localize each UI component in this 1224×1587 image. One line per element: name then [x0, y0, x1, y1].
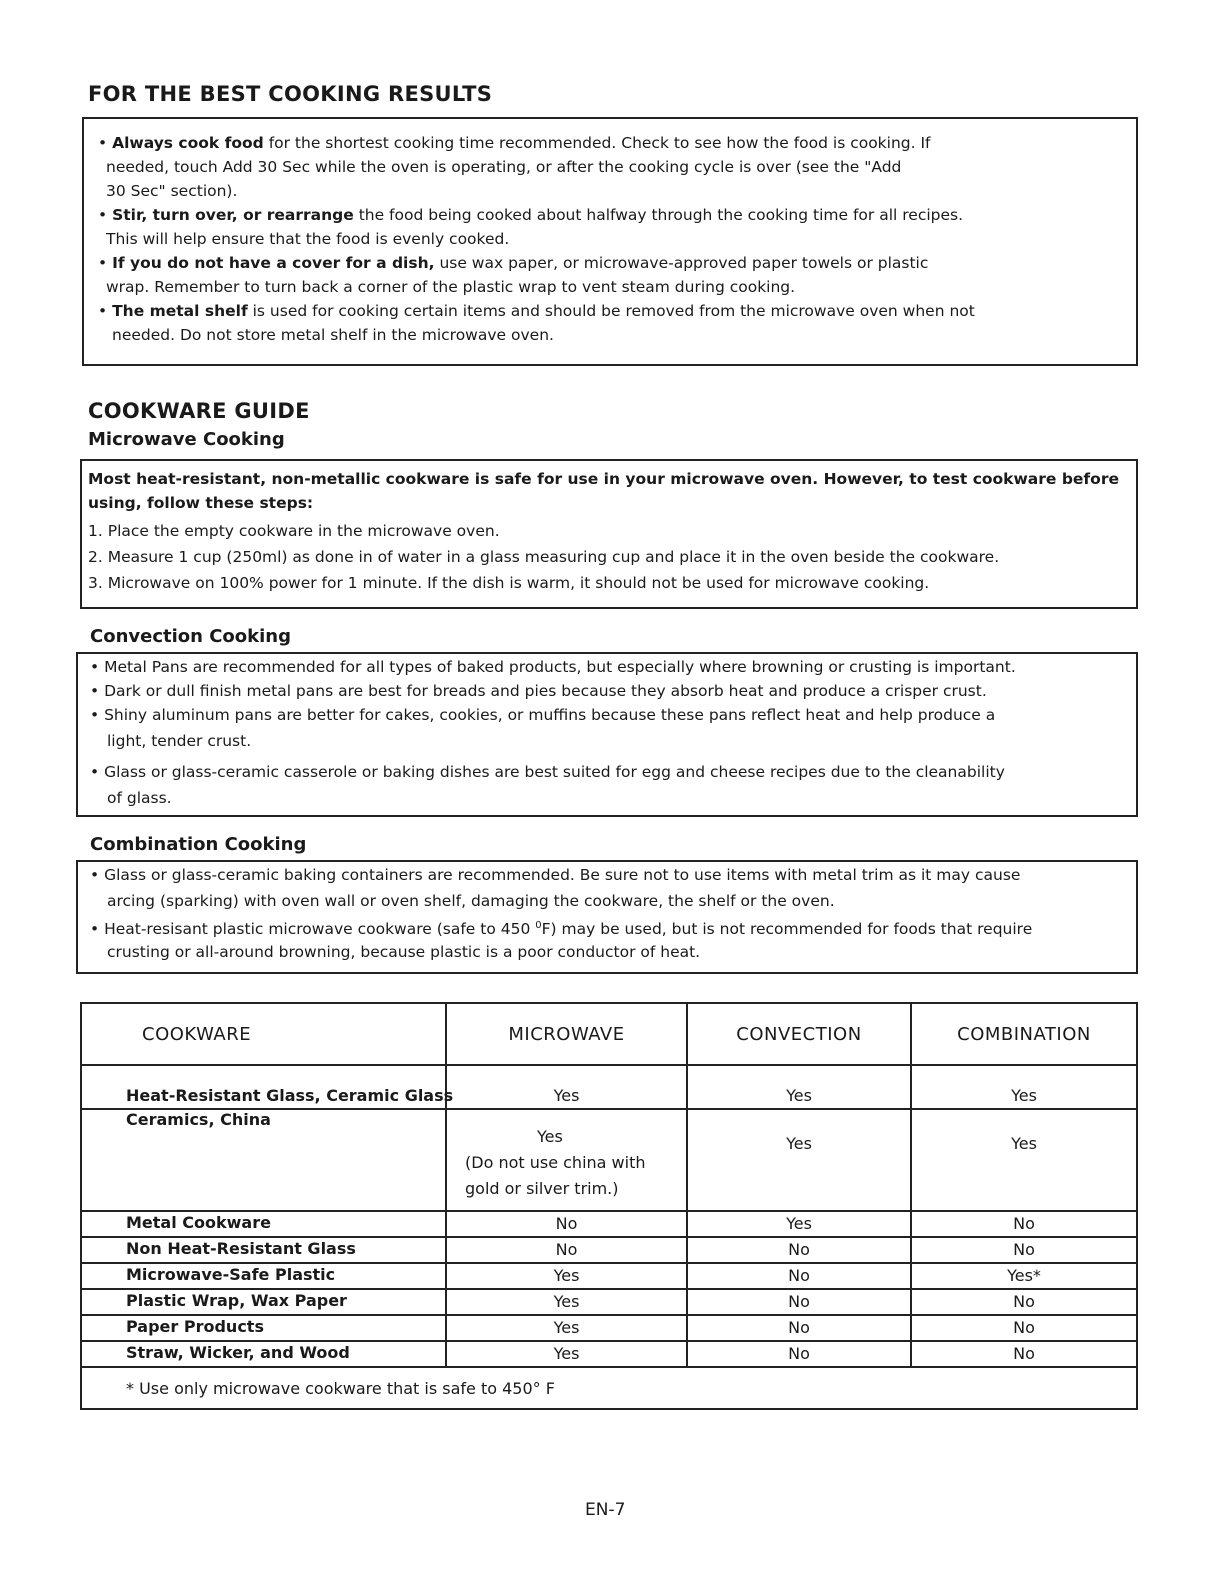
best-results-item-4: • The metal shelf is used for cooking certain items and should be removed from the microwave oven when not: [98, 302, 975, 320]
table-row: Microwave-Safe Plastic Yes No Yes*: [81, 1263, 1137, 1289]
table-row: Non Heat-Resistant Glass No No No: [81, 1237, 1137, 1263]
header-microwave: MICROWAVE: [446, 1003, 687, 1065]
best-results-item-3: • If you do not have a cover for a dish, use wax paper, or microwave-approved paper towels or plastic: [98, 254, 929, 272]
combination-cooking-heading: Combination Cooking: [90, 834, 307, 855]
microwave-step-1: 1. Place the empty cookware in the microwave oven.: [88, 522, 500, 540]
microwave-intro-line-1: Most heat-resistant, non-metallic cookware is safe for use in your microwave oven. However, to test cookware before: [88, 470, 1119, 488]
table-row: Heat-Resistant Glass, Ceramic Glass Yes Yes Yes: [81, 1065, 1137, 1109]
convection-bullet-4-line-2: of glass.: [107, 789, 172, 807]
microwave-intro-line-2: using, follow these steps:: [88, 494, 314, 512]
combination-bullet-2: • Heat-resisant plastic microwave cookware (safe to 450 $^0$F) may be used, but is not recommended for foods that require: [90, 920, 1033, 939]
table-header-row: [81, 1003, 1137, 1065]
item-1-line-3: 30 Sec" section).: [106, 182, 238, 200]
table-footnote-row: [81, 1367, 1137, 1409]
best-results-title: FOR THE BEST COOKING RESULTS: [88, 82, 493, 106]
item-3-line-2: wrap. Remember to turn back a corner of the plastic wrap to vent steam during cooking.: [106, 278, 796, 296]
header-cookware: COOKWARE: [81, 1003, 446, 1065]
table-row: Ceramics, China Yes (Do not use china with gold or silver trim.) Yes Yes: [81, 1109, 1137, 1211]
item-1-bold: Always cook food: [112, 134, 264, 152]
page-number: EN-7: [585, 1500, 626, 1520]
best-results-item-1: • Always cook food for the shortest cooking time recommended. Check to see how the food is cooking. If: [98, 134, 931, 152]
cookware-table: [80, 1002, 1138, 1410]
microwave-step-3: 3. Microwave on 100% power for 1 minute. If the dish is warm, it should not be used for microwave cooking.: [88, 574, 930, 592]
combination-bullet-2-line-2: crusting or all-around browning, because plastic is a poor conductor of heat.: [107, 943, 701, 961]
item-2-bold: Stir, turn over, or rearrange: [112, 206, 354, 224]
convection-bullet-3-line-2: light, tender crust.: [107, 732, 252, 750]
microwave-cooking-heading: Microwave Cooking: [88, 429, 285, 450]
item-3-bold: If you do not have a cover for a dish,: [112, 254, 435, 272]
table-footnote: * Use only microwave cookware that is safe to 450° F: [81, 1367, 1137, 1409]
cookware-guide-title: COOKWARE GUIDE: [88, 399, 310, 423]
best-results-item-2: • Stir, turn over, or rearrange the food being cooked about halfway through the cooking time for all recipes.: [98, 206, 964, 224]
convection-bullet-3: • Shiny aluminum pans are better for cakes, cookies, or muffins because these pans reflect heat and help produce a: [90, 706, 996, 724]
header-convection: CONVECTION: [687, 1003, 911, 1065]
convection-cooking-heading: Convection Cooking: [90, 626, 292, 647]
microwave-step-2: 2. Measure 1 cup (250ml) as done in of water in a glass measuring cup and place it in the oven beside the cookware.: [88, 548, 1000, 566]
table-row: Straw, Wicker, and Wood Yes No No: [81, 1341, 1137, 1367]
item-2-line-2: This will help ensure that the food is evenly cooked.: [106, 230, 510, 248]
combination-bullet-1-line-2: arcing (sparking) with oven wall or oven shelf, damaging the cookware, the shelf or the oven.: [107, 892, 835, 910]
convection-bullet-2: • Dark or dull finish metal pans are best for breads and pies because they absorb heat and produce a crisper crust.: [90, 682, 987, 700]
ceramics-microwave-cell: Yes (Do not use china with gold or silver trim.): [446, 1109, 687, 1211]
table-row: Paper Products Yes No No: [81, 1315, 1137, 1341]
table-row: Plastic Wrap, Wax Paper Yes No No: [81, 1289, 1137, 1315]
item-1-line-2: needed, touch Add 30 Sec while the oven is operating, or after the cooking cycle is over (see the "Add: [106, 158, 902, 176]
item-4-line-2: needed. Do not store metal shelf in the microwave oven.: [112, 326, 554, 344]
header-combination: COMBINATION: [911, 1003, 1137, 1065]
table-row: Metal Cookware No Yes No: [81, 1211, 1137, 1237]
combination-bullet-1: • Glass or glass-ceramic baking containers are recommended. Be sure not to use items with metal trim as it may cause: [90, 866, 1021, 884]
item-4-bold: The metal shelf: [112, 302, 248, 320]
convection-bullet-1: • Metal Pans are recommended for all types of baked products, but especially where browning or crusting is important.: [90, 658, 1016, 676]
convection-bullet-4: • Glass or glass-ceramic casserole or baking dishes are best suited for egg and cheese recipes due to the cleanability: [90, 763, 1005, 781]
